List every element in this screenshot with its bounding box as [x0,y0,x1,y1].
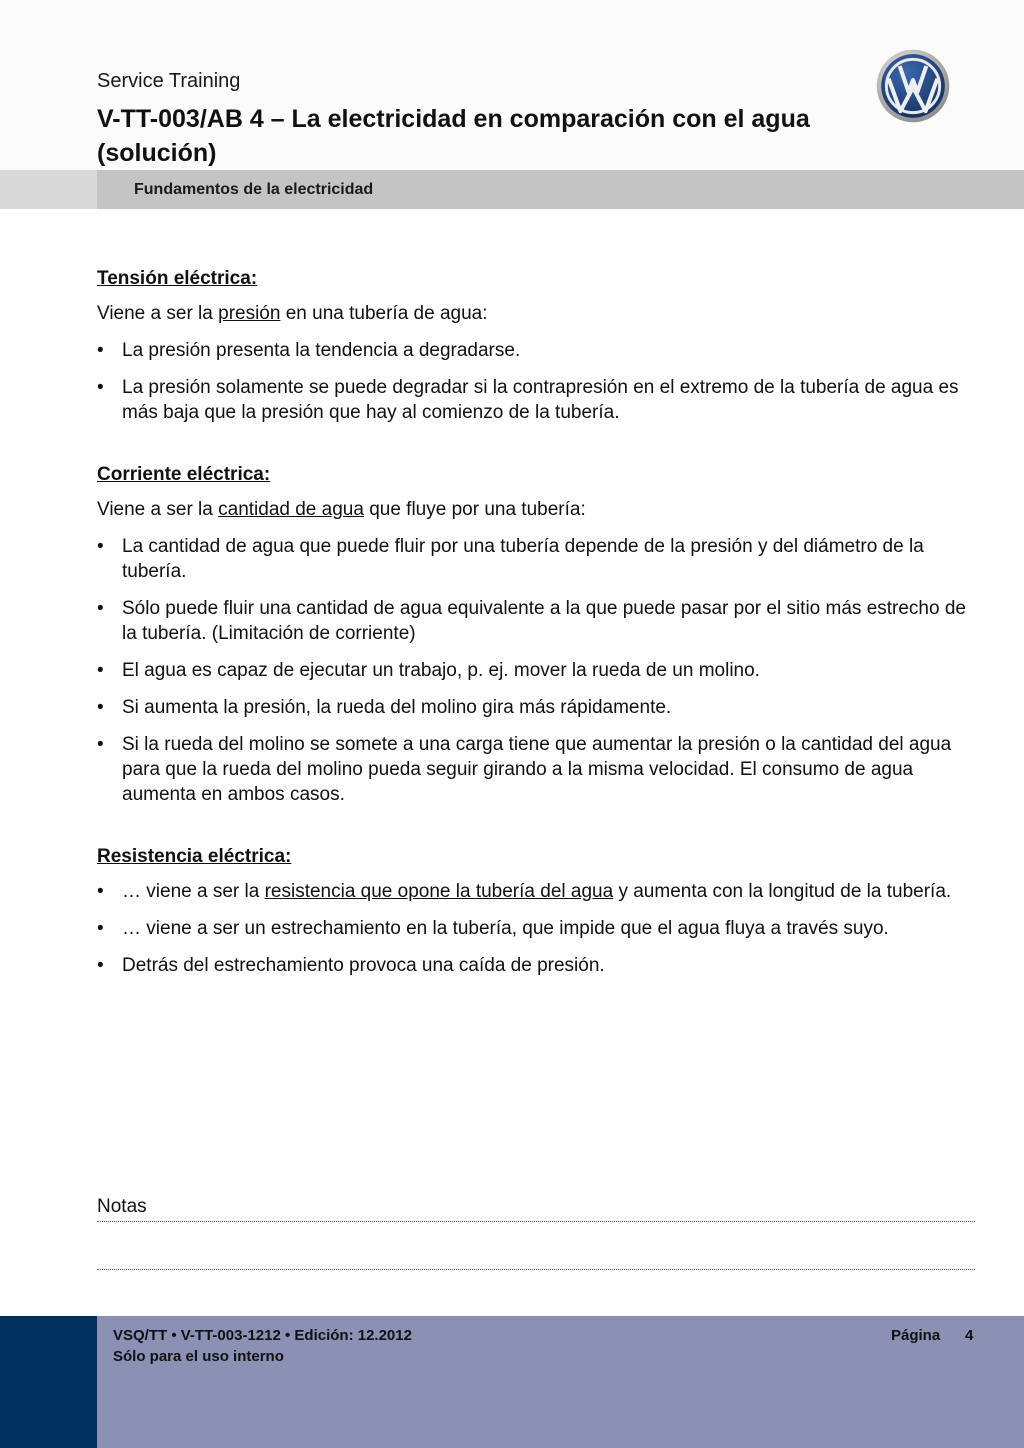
tension-list [97,338,982,425]
section-resistencia [97,844,982,978]
resistencia-list [97,879,982,978]
corriente-list [97,534,982,807]
footer-accent [0,1316,97,1448]
list-item: • El agua es capaz de ejecutar un trabajo, p. ej. mover la rueda de un molino. [97,660,760,681]
service-training-label: Service Training [97,70,241,92]
footer-doc-info: VSQ/TT • V-TT-003-1212 • Edición: 12.2012 [113,1327,412,1344]
resistencia-keyword: resistencia que opone la tubería del agua [264,881,614,902]
list-item-text: La presión solamente se puede degradar si la contrapresión en el extremo de la tubería de agua es más baja que la presión que hay al comienzo de la tubería. [122,377,959,423]
list-item-text: El agua es capaz de ejecutar un trabajo, p. ej. mover la rueda de un molino. [122,660,760,681]
list-item-text: La presión presenta la tendencia a degradarse. [122,340,521,361]
list-item: • Sólo puede fluir una cantidad de agua equivalente a la que puede pasar por el sitio más estrecho de la tubería. (Limitación de corriente) [97,598,966,644]
subtitle-band-left [0,170,97,209]
list-item-text: Detrás del estrechamiento provoca una caída de presión. [122,955,605,976]
list-item: • … viene a ser un estrechamiento en la tubería, que impide que el agua fluya a través suyo. [97,918,889,939]
list-item-text: … viene a ser la [122,881,265,902]
notes-line [97,1221,975,1222]
resistencia-heading: Resistencia eléctrica: [97,846,292,867]
corriente-keyword: cantidad de agua [218,499,364,520]
list-item-text: Si la rueda del molino se somete a una carga tiene que aumentar la presión o la cantidad del agua para que la rueda del molino pueda seguir girando a la misma velocidad. El consumo de agua aumenta en ambos casos. [122,734,952,805]
corriente-intro [97,497,982,522]
page-subtitle: Fundamentos de la electricidad [134,181,374,198]
corriente-heading: Corriente eléctrica: [97,464,271,485]
tension-intro-text: Viene a ser la [97,303,219,324]
corriente-intro-tail: que fluye por una tubería: [363,499,586,520]
section-corriente [97,462,982,807]
footer-internal-use: Sólo para el uso interno [113,1348,284,1365]
notes-line [97,1269,975,1270]
tension-keyword: presión [218,303,281,324]
tension-intro-tail: en una tubería de agua: [280,303,488,324]
tension-heading: Tensión eléctrica: [97,268,258,289]
list-item: • … viene a ser la resistencia que opone la tubería del agua y aumenta con la longitud de la tubería. [97,881,952,902]
list-item: • Si la rueda del molino se somete a una carga tiene que aumentar la presión o la cantidad del agua para que la rueda del molino pueda seguir girando a la misma velocidad. El consumo de agua aumenta en ambos casos. [97,734,952,805]
corriente-intro-text: Viene a ser la [97,499,219,520]
list-item-tail: y aumenta con la longitud de la tubería. [613,881,952,902]
list-item-text: Si aumenta la presión, la rueda del molino gira más rápidamente. [122,697,672,718]
page-label: Página [891,1327,941,1344]
page-title: V-TT-003/AB 4 – La electricidad en comparación con el agua (solución) [97,105,810,167]
list-item: • La presión solamente se puede degradar si la contrapresión en el extremo de la tubería de agua es más baja que la presión que hay al comienzo de la tubería. [97,377,959,423]
list-item-text: Sólo puede fluir una cantidad de agua equivalente a la que puede pasar por el sitio más estrecho de la tubería. (Limitación de corriente) [122,598,966,644]
list-item: • La cantidad de agua que puede fluir por una tubería depende de la presión y del diámetro de la tubería. [97,536,924,582]
page-number: 4 [965,1327,974,1344]
list-item: • Detrás del estrechamiento provoca una caída de presión. [97,955,605,976]
vw-logo-icon [876,49,950,123]
list-item-text: La cantidad de agua que puede fluir por una tubería depende de la presión y del diámetro de la tubería. [122,536,924,582]
list-item-text: … viene a ser un estrechamiento en la tubería, que impide que el agua fluya a través suyo. [122,918,889,939]
section-tension [97,266,982,425]
notes-label: Notas [97,1196,147,1217]
worksheet-content [97,266,982,1015]
list-item: • Si aumenta la presión, la rueda del molino gira más rápidamente. [97,697,672,718]
tension-intro [97,301,982,326]
list-item: • La presión presenta la tendencia a degradarse. [97,340,521,361]
